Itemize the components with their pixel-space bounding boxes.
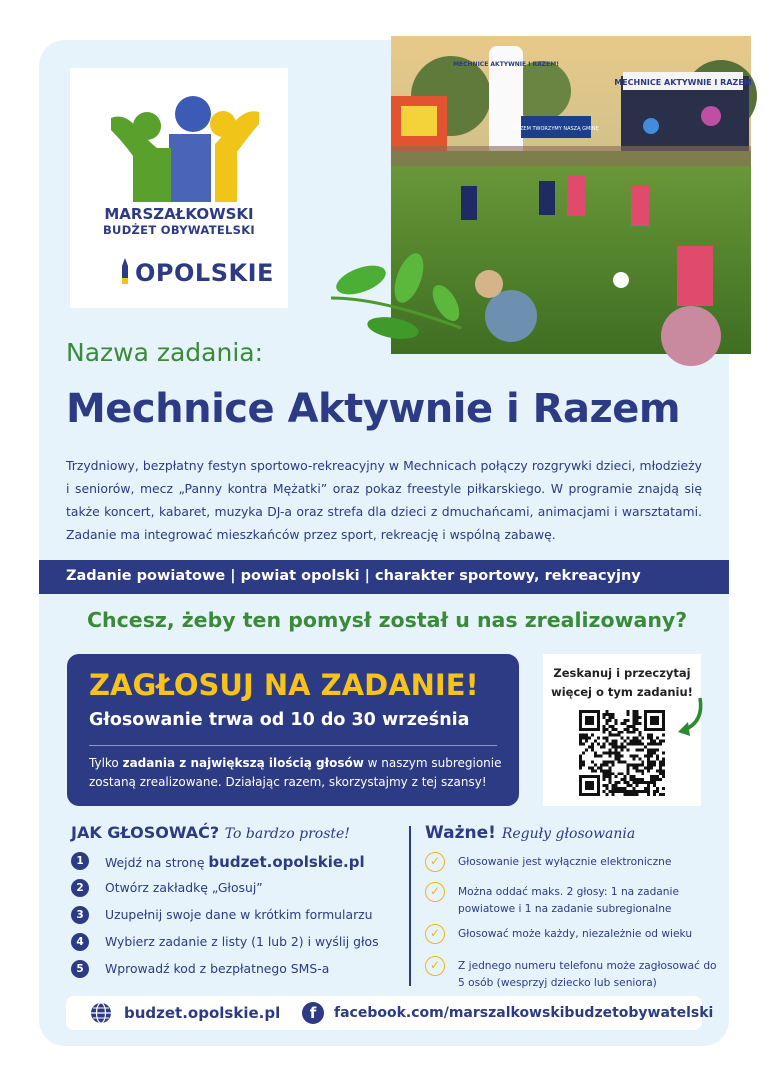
vote-cta: ZAGŁOSUJ NA ZADANIE!	[89, 668, 479, 702]
vote-dates: Głosowanie trwa od 10 do 30 września	[89, 710, 470, 730]
step-text: Wybierz zadanie z listy (1 lub 2) i wyślij głos	[105, 934, 379, 949]
step-text: Otwórz zakładkę „Głosuj”	[105, 880, 263, 895]
vote-note	[89, 754, 509, 792]
photo-flag: MECHNICE AKTYWNIE I RAZEM!	[453, 61, 559, 68]
tent-banner: RAZEM TWORZYMY NASZĄ GMINĘ	[513, 126, 599, 132]
rule-text: Głosowanie jest wyłącznie elektroniczne	[458, 856, 672, 868]
vote-box	[67, 654, 519, 806]
vote-note-bold: zadania z największą ilością głosów	[122, 756, 364, 770]
how-heading-text: JAK GŁOSOWAĆ?	[71, 823, 220, 842]
facebook-icon: f	[302, 1002, 324, 1024]
step-number: 4	[71, 933, 89, 951]
check-icon: ✓	[425, 852, 445, 872]
check-icon: ✓	[425, 882, 445, 902]
rule-text: Głosować może każdy, niezależnie od wieku	[458, 928, 693, 940]
logo-line2: BUDŻET OBYWATELSKI	[102, 223, 255, 237]
footer-facebook-link[interactable]: facebook.com/marszalkowskibudzetobywatelski	[334, 1005, 714, 1021]
logo-line1: MARSZAŁKOWSKI	[104, 205, 254, 223]
leaf-decoration-icon	[321, 258, 471, 348]
step-text: Uzupełnij swoje dane w krótkim formularzu	[105, 907, 373, 922]
opolskie-logo	[118, 258, 274, 287]
budget-logo	[70, 68, 288, 308]
task-description: Trzydniowy, bezpłatny festyn sportowo-rekreacyjny w Mechnicach połączy rozgrywki dzieci, młodzieży i seniorów, mecz „Panny kontra Mężatki” oraz pokaz freestyle piłkarskiego. W programie znajdą się także koncert, kabaret, muzyka DJ-a oraz strefa dla dzieci z dmuchańcami, animacjami i warsztatami. Zadanie ma integrować mieszkańców przez sport, rekreację i wspólną zabawę.	[66, 458, 702, 542]
region-name: OPOLSKIE	[135, 259, 274, 287]
step-text-part: Wejdź na stronę	[105, 855, 209, 870]
category-text: Zadanie powiatowe | powiat opolski | charakter sportowy, rekreacyjny	[66, 568, 641, 584]
qr-code[interactable]	[579, 710, 665, 796]
poster	[39, 40, 752, 1046]
column-divider	[409, 826, 411, 986]
footer-website-link[interactable]: budzet.opolskie.pl	[124, 1004, 281, 1022]
step-number: 3	[71, 906, 89, 924]
important-heading-text: Ważne!	[425, 823, 496, 843]
website-link[interactable]: budzet.opolskie.pl	[208, 853, 365, 871]
important-heading	[425, 823, 635, 843]
step-text	[105, 853, 365, 871]
globe-icon	[90, 1002, 112, 1024]
question-heading: Chcesz, żeby ten pomysł został u nas zrealizowany?	[87, 608, 688, 632]
qr-box	[543, 654, 701, 806]
check-icon: ✓	[425, 924, 445, 944]
footer	[66, 996, 714, 1030]
check-icon: ✓	[425, 956, 445, 976]
task-label: Nazwa zadania:	[66, 338, 264, 367]
people-logo-icon	[105, 90, 265, 202]
vote-note-pre: Tylko	[89, 756, 123, 770]
vote-divider	[89, 745, 497, 746]
task-title: Mechnice Aktywnie i Razem	[66, 386, 681, 432]
vote-note-post: w naszym subregionie zostaną zrealizowane. Działając razem, skorzystajmy z tej szansy!	[89, 756, 502, 789]
rule-text: Z jednego numeru telefonu może zagłosować do 5 osób (wesprzyj dziecko lub seniora)	[458, 960, 717, 989]
how-to-vote-heading	[71, 823, 350, 842]
rule-text: Można oddać maks. 2 głosy: 1 na zadanie powiatowe i 1 na zadanie subregionalne	[458, 886, 679, 915]
step-number: 5	[71, 960, 89, 978]
qr-caption: Zeskanuj i przeczytaj więcej o tym zadaniu!	[551, 666, 693, 699]
important-subheading: Reguły głosowania	[501, 826, 636, 842]
step-text: Wprowadź kod z bezpłatnego SMS-a	[105, 961, 330, 976]
tower-icon	[118, 258, 132, 284]
how-subheading: To bardzo proste!	[224, 826, 350, 842]
step-number: 2	[71, 879, 89, 897]
step-number: 1	[71, 852, 89, 870]
stage-banner: MECHNICE AKTYWNIE I RAZEM	[614, 78, 752, 87]
curved-arrow-icon	[674, 696, 706, 740]
category-stripe	[39, 560, 729, 594]
